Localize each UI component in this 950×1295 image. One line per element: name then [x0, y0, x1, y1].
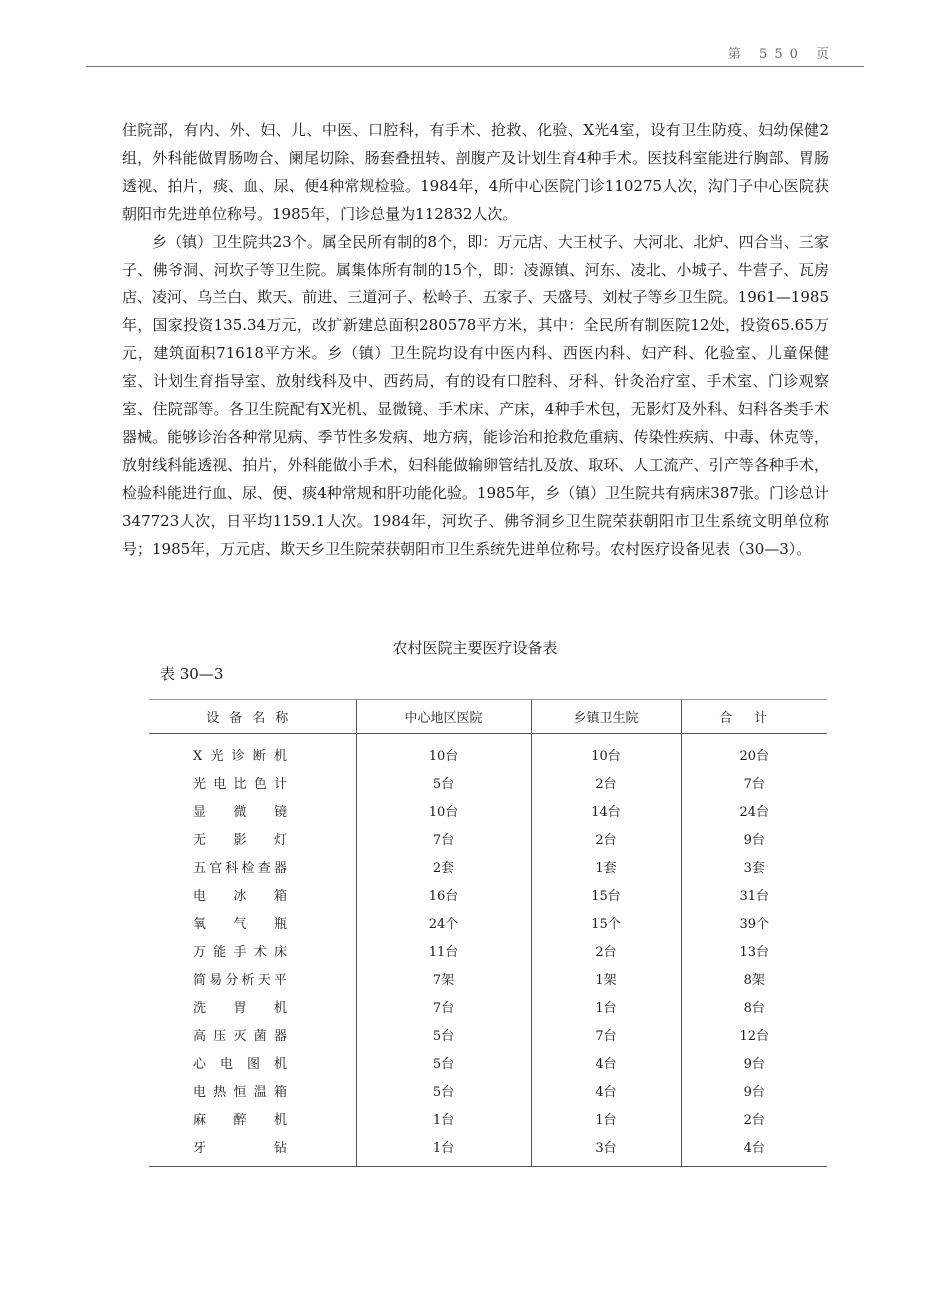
table-row — [149, 880, 827, 908]
total-count: 2台 — [681, 1104, 827, 1132]
township-clinic-count: 15个 — [531, 908, 681, 936]
township-clinic-count: 7台 — [531, 1020, 681, 1048]
central-hospital-count: 10台 — [356, 734, 531, 769]
central-hospital-count: 5台 — [356, 1048, 531, 1076]
township-clinic-count: 2台 — [531, 936, 681, 964]
page-number: 第 550 页 — [727, 47, 836, 62]
total-count: 20台 — [681, 734, 827, 769]
total-count: 8架 — [681, 964, 827, 992]
table-row — [149, 1104, 827, 1132]
table-row — [149, 734, 827, 769]
township-clinic-count: 10台 — [531, 734, 681, 769]
total-count: 9台 — [681, 1048, 827, 1076]
township-clinic-count: 4台 — [531, 1048, 681, 1076]
central-hospital-count: 10台 — [356, 796, 531, 824]
equipment-name: 显微镜 — [193, 804, 287, 820]
township-clinic-count: 14台 — [531, 796, 681, 824]
table-row — [149, 1020, 827, 1048]
central-hospital-count: 16台 — [356, 880, 531, 908]
central-hospital-count: 7架 — [356, 964, 531, 992]
table-row — [149, 852, 827, 880]
township-clinic-count: 1台 — [531, 992, 681, 1020]
equipment-name: 五官科检查器 — [193, 860, 287, 876]
total-count: 31台 — [681, 880, 827, 908]
central-hospital-count: 1台 — [356, 1132, 531, 1167]
column-header-central-hospital: 中心地区医院 — [356, 700, 531, 734]
equipment-name: 电冰箱 — [193, 888, 287, 904]
township-clinic-count: 4台 — [531, 1076, 681, 1104]
central-hospital-count: 5台 — [356, 1020, 531, 1048]
central-hospital-count: 7台 — [356, 992, 531, 1020]
total-count: 7台 — [681, 768, 827, 796]
total-count: 12台 — [681, 1020, 827, 1048]
table-row — [149, 908, 827, 936]
equipment-name: 洗胃机 — [193, 1000, 287, 1016]
central-hospital-count: 7台 — [356, 824, 531, 852]
township-clinic-count: 2台 — [531, 824, 681, 852]
total-count: 9台 — [681, 824, 827, 852]
table-row — [149, 992, 827, 1020]
total-count: 39个 — [681, 908, 827, 936]
township-clinic-count: 2台 — [531, 768, 681, 796]
body-text — [122, 117, 829, 564]
equipment-name: 光电比色计 — [193, 776, 287, 792]
central-hospital-count: 1台 — [356, 1104, 531, 1132]
table-row — [149, 824, 827, 852]
central-hospital-count: 5台 — [356, 1076, 531, 1104]
column-header-total: 合计 — [681, 700, 827, 734]
table-row — [149, 964, 827, 992]
central-hospital-count: 5台 — [356, 768, 531, 796]
equipment-name: X光诊断机 — [193, 748, 287, 764]
table-row — [149, 1076, 827, 1104]
table-row — [149, 768, 827, 796]
township-clinic-count: 3台 — [531, 1132, 681, 1167]
equipment-table — [149, 699, 827, 1167]
total-count: 24台 — [681, 796, 827, 824]
total-count: 3套 — [681, 852, 827, 880]
equipment-name: 氧气瓶 — [193, 916, 287, 932]
table-title: 农村医院主要医疗设备表 — [392, 639, 558, 657]
table-row — [149, 936, 827, 964]
central-hospital-count: 24个 — [356, 908, 531, 936]
table-row — [149, 1132, 827, 1167]
page-header — [86, 40, 864, 67]
total-count: 8台 — [681, 992, 827, 1020]
township-clinic-count: 1架 — [531, 964, 681, 992]
total-count: 4台 — [681, 1132, 827, 1167]
equipment-name: 电热恒温箱 — [193, 1084, 287, 1100]
central-hospital-count: 11台 — [356, 936, 531, 964]
table-number: 表 30—3 — [160, 665, 224, 683]
column-header-name: 设备名称 — [149, 700, 356, 734]
column-header-township-clinic: 乡镇卫生院 — [531, 700, 681, 734]
equipment-name: 无影灯 — [193, 832, 287, 848]
paragraph: 乡（镇）卫生院共23个。属全民所有制的8个，即：万元店、大王杖子、大河北、北炉、四合当、三家子、佛爷洞、河坎子等卫生院。属集体所有制的15个，即：凌源镇、河东、凌北、小城子、牛营子、瓦房店、凌河、乌兰白、欺天、前进、三道河子、松岭子、五家子、天盛号、刘杖子等乡卫生院。1961—1985年，国家投资135.34万元，改扩新建总面积280578平方米，其中：全民所有制医院12处，投资65.65万元，建筑面积71618平方米。乡（镇）卫生院均设有中医内科、西医内科、妇产科、化验室、儿童保健室、计划生育指导室、放射线科及中、西药局，有的设有口腔科、牙科、针灸治疗室、手术室、门诊观察室、住院部等。各卫生院配有X光机、显微镜、手术床、产床，4种手术包，无影灯及外科、妇科各类手术器械。能够诊治各种常见病、季节性多发病、地方病，能诊治和抢救危重病、传染性疾病、中毒、休克等，放射线科能透视、拍片，外科能做小手术，妇科能做输卵管结扎及放、取环、人工流产、引产等各种手术，检验科能进行血、尿、便、痰4种常规和肝功能化验。1985年，乡（镇）卫生院共有病床387张。门诊总计347723人次，日平均1159.1人次。1984年，河坎子、佛爷洞乡卫生院荣获朝阳市卫生系统文明单位称号；1985年，万元店、欺天乡卫生院荣获朝阳市卫生系统先进单位称号。农村医疗设备见表（30—3）。 — [122, 232, 829, 558]
equipment-name: 牙钻 — [149, 1132, 356, 1167]
township-clinic-count: 1套 — [531, 852, 681, 880]
table-row — [149, 1048, 827, 1076]
equipment-name: 心电图机 — [193, 1056, 287, 1072]
total-count: 9台 — [681, 1076, 827, 1104]
township-clinic-count: 1台 — [531, 1104, 681, 1132]
table-row — [149, 796, 827, 824]
equipment-name: 万能手术床 — [193, 944, 287, 960]
equipment-name: 简易分析天平 — [193, 972, 287, 988]
paragraph: 住院部，有内、外、妇、儿、中医、口腔科，有手术、抢救、化验、X光4室，设有卫生防疫、妇幼保健2组，外科能做胃肠吻合、阑尾切除、肠套叠扭转、剖腹产及计划生育4种手术。医技科室能进行胸部、胃肠透视、拍片，痰、血、尿、便4种常规检验。1984年，4所中心医院门诊110275人次，沟门子中心医院获朝阳市先进单位称号。1985年，门诊总量为112832人次。 — [122, 121, 829, 223]
total-count: 13台 — [681, 936, 827, 964]
equipment-name: 麻醉机 — [193, 1112, 287, 1128]
table-header-row — [149, 700, 827, 734]
central-hospital-count: 2套 — [356, 852, 531, 880]
township-clinic-count: 15台 — [531, 880, 681, 908]
equipment-name: 高压灭菌器 — [193, 1028, 287, 1044]
